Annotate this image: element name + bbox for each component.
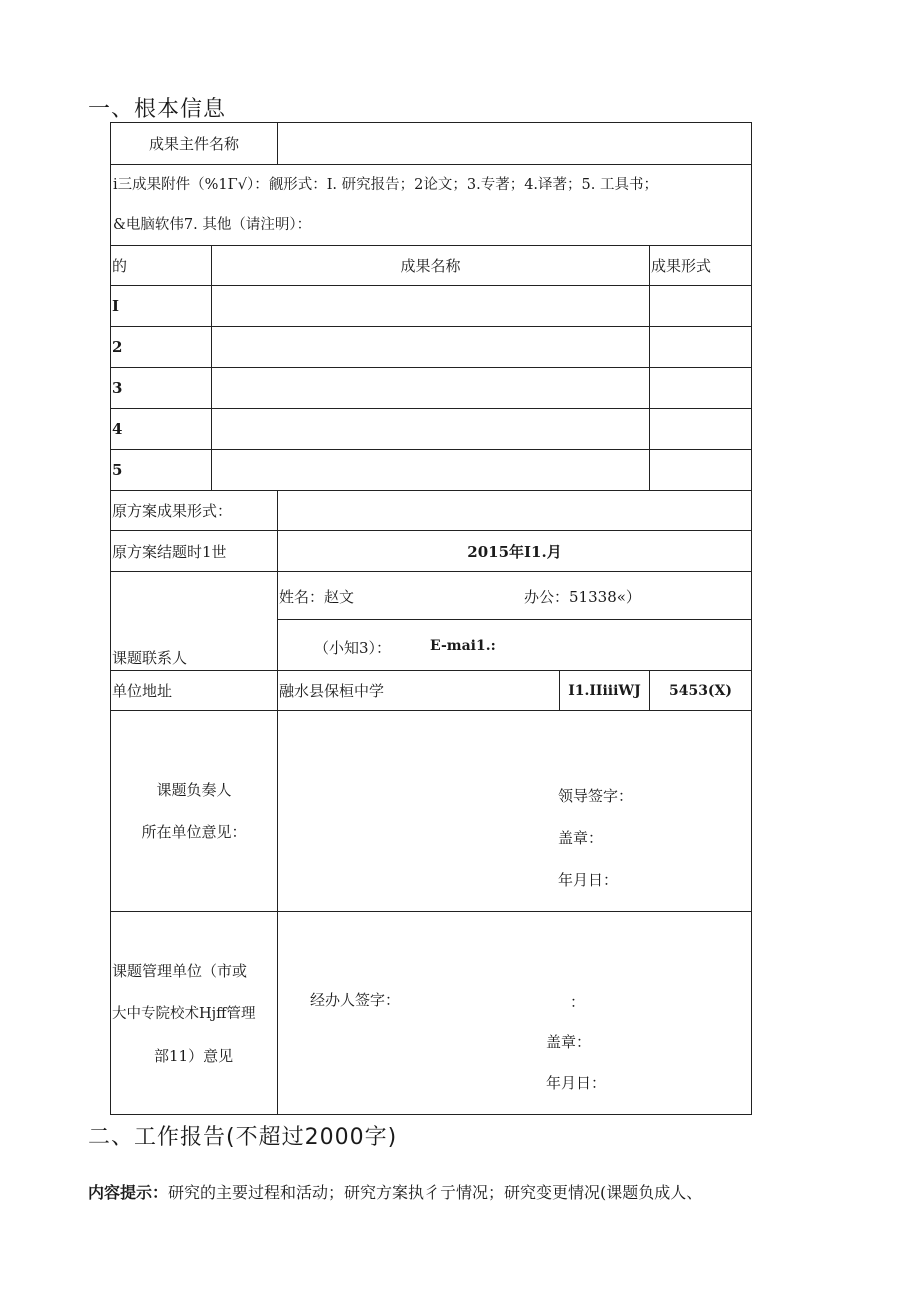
leader-date: 年月日： [558,871,619,889]
contact-email[interactable]: E-mai1.: [430,638,496,654]
content-hint [88,1180,702,1203]
results-row-form-field[interactable] [650,368,752,409]
results-col-form: 成果形式 [650,246,752,286]
results-row-form-field[interactable] [650,327,752,368]
results-col-index: 的 [111,246,212,286]
leader-opinion-cell[interactable] [278,711,752,912]
attachments-line-1: i三成果附件（%1Γ√）：觎形式：I. 研究报告；2论文；3.专著；4.译著；5. 工具书； [113,177,658,193]
address-label: 单位地址 [111,671,278,711]
results-row-index: 3 [111,368,212,409]
results-col-name: 成果名称 [212,246,650,286]
hint-text: 研究的主要过程和活动；研究方案执彳亍情况；研究变更情况(课题负成人、 [168,1183,703,1202]
results-row-name-field[interactable] [212,327,650,368]
mgmt-opinion-cell[interactable] [278,912,752,1115]
leader-sign: 领导签字： [558,787,634,805]
results-row-name-field[interactable] [212,368,650,409]
results-row-name-field[interactable] [212,286,650,327]
results-row-index: 4 [111,409,212,450]
results-row-form-field[interactable] [650,286,752,327]
address-value[interactable]: 融水县保桓中学 [278,671,560,711]
basic-info-table [110,122,752,1115]
contact-label: 课题联系人 [111,572,278,671]
results-row-name-field[interactable] [212,450,650,491]
postal-value[interactable]: 5453(X) [650,671,752,711]
results-row-index: 2 [111,327,212,368]
contact-row-1 [278,572,752,620]
results-row-form-field[interactable] [650,450,752,491]
mgmt-colon: ： [570,993,586,1011]
section-1-title: 一、根本信息 [88,97,227,122]
orig-form-field[interactable] [278,491,752,531]
postal-label: I1.IIiiiWJ [560,671,650,711]
main-name-label: 成果主件名称 [111,123,278,165]
attachments-cell [111,165,752,246]
results-row-form-field[interactable] [650,409,752,450]
mgmt-seal: 盖章： [546,1033,592,1051]
contact-mobile[interactable]: （小知3）： [314,639,392,657]
main-name-field[interactable] [278,123,752,165]
results-row-index: 5 [111,450,212,491]
mgmt-opinion-label: 课题管理单位（市或 大中专院校术Hjff管理 部11）意见 [111,912,278,1115]
hint-label: 内容提示： [88,1183,169,1202]
mgmt-sign: 经办人签字： [310,991,401,1009]
orig-date-value[interactable]: 2015年I1.月 [278,531,752,572]
orig-form-label: 原方案成果形式： [111,491,278,531]
mgmt-date: 年月日： [546,1074,607,1092]
results-row-index: I [111,286,212,327]
leader-opinion-label: 课题负奏人 所在单位意见： [111,711,278,912]
results-row-name-field[interactable] [212,409,650,450]
section-2-title: 二、工作报告(不超过2000字) [88,1125,398,1150]
leader-seal: 盖章： [558,829,604,847]
orig-date-label: 原方案结题时1世 [111,531,278,572]
contact-office-phone[interactable]: 办公：51338«） [524,588,641,606]
attachments-line-2: &电脑软伟7. 其他（请注明）： [113,217,312,233]
contact-name[interactable]: 姓名：赵文 [279,588,355,606]
contact-row-2 [278,620,752,671]
